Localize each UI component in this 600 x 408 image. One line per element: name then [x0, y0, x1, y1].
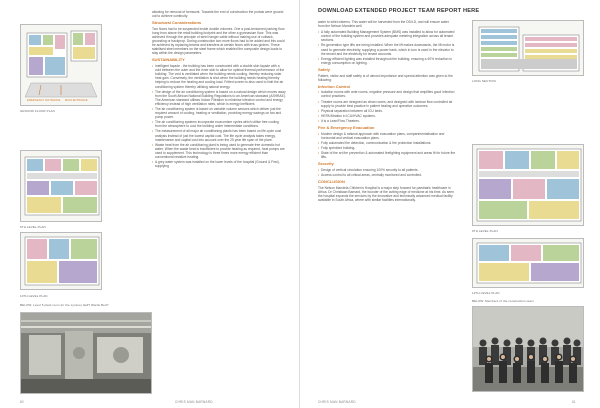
left-page-number: 60 [20, 400, 24, 404]
structural-paragraph: Two floors had to be suspended inside double volumes. One a post-tensioned parking floor hung from above the retail building footprint and the other a gymnasium floor. This was achieved through the principle of steel hanger cable without making use of cutback, grounding or backprop. During construction two more floors had to be added and this could be achieved by replacing beams and transfers at certain floors with truss girders. These stabilised steel members on the steel frame which enabled the composite design loads to stay within the design parameters. [152, 26, 285, 56]
tenth-level-plan-figure [20, 232, 102, 290]
sustainability-heading: SUSTAINABILITY [152, 57, 185, 63]
team-photo-drawing [473, 307, 584, 392]
list-item: • Fully automated fire detection, communication & fire protection installations. [318, 141, 456, 145]
long-section-figure [472, 20, 584, 76]
list-item: • A fully automated Building Management System (BMS) was installed to allow for automated control of the building system and provides adequate metering integration across all tenant sections. [318, 30, 456, 42]
structural-heading: Structural Considerations [152, 20, 202, 26]
ninth-level-caption: 9TH LEVEL PLAN [472, 229, 498, 233]
list-item: • Physical separation between all ICU beds. [318, 109, 456, 113]
list-item: • Fully sprinkled building. [318, 146, 456, 150]
list-item: • Re-generation type lifts are being installed. When the lift makes downwards, the lift motor is used to generate electricity, supplying a power bank, which in turn is used in the elevator to the tenant and the electricity for tenant accounts. [318, 43, 456, 55]
list-item: • The air conditioning systems incorporate economiser cycles which utilise free cooling from the atmosphere to cool the building under intermediate conditions. [152, 120, 286, 128]
plant-room-photo [20, 312, 152, 394]
left-intro-paragraph: allowing for removal of formwork. Towards the end of construction the portals were ground out to achieve continuity. [152, 10, 284, 19]
list-item: • The air conditioning system is based on variable volume sensors which deliver just the required amount of cooling, heating or ventilation, providing energy savings on fan and pump power. [152, 107, 286, 119]
right-running-footer: CHRIS MAN BARNARD [318, 400, 356, 404]
list-item: • Waste heat from the air conditioning plant is being used to generate free domestic hot water. When the waste heat is insufficient to provide heating as required, heat pumps are used to supplement. This technology is three times more energy efficient than conventional resistive heating. [152, 143, 286, 159]
fire-list [318, 132, 456, 160]
list-item: • State of the art fire prevention & automated firefighting equipment and areas fit for future fire lifts. [318, 151, 456, 159]
list-item: • Intelligent façade - the building has been constructed with a double skin façade with a void between the outer and the inner skin to allow for optimal thermal performance of the building. The void is ventilated when the building needs cooling, thereby reducing solar heat gain. Conversely, the ventilation is shut when the building needs heating thereby helping to reduce the heating and cooling load. Fritted screen is also used to limit the air conditioning system thereby utilising natural energy. [152, 64, 286, 89]
ninth-level-plan-drawing [473, 145, 584, 226]
security-list [318, 168, 456, 177]
team-caption: BELOW: Members of the construction team [472, 299, 534, 303]
systems-list [318, 30, 456, 65]
infection-control-heading: Infection Control [318, 83, 350, 89]
ground-floor-plan-drawing [21, 25, 102, 106]
left-running-footer: CHRIS MAN BARNARD [175, 400, 213, 404]
download-report-link[interactable]: DOWNLOAD EXTENDED PROJECT TEAM REPORT HERE [318, 8, 480, 14]
fifth-level-plan-figure [20, 150, 102, 222]
right-intro-paragraph: water to toilet cisterns. This water will be harvested from the DD/LD, and will ensure water from the Nelson Mandela well. [318, 20, 449, 29]
right-page [300, 0, 600, 408]
conclusion-heading: CONCLUSION [318, 178, 345, 184]
list-item: • A grey water system was installed on the lower levels of the hospital (Ground & First), supplying [152, 160, 286, 168]
list-item: • The measurement of all major air conditioning plants has been based on life cycle cost analysis instead of just the lowest capital cost. The life cycle analysis takes energy, maintenance and capital cost into account over the 25 year life span of the plant. [152, 129, 286, 141]
list-item: • Design of vertical circulation ensuring 100% security to all patients. [318, 168, 456, 172]
safety-heading: Safety [318, 66, 331, 72]
ground-floor-caption: GROUND FLOOR PLAN [20, 109, 55, 113]
list-item: • Isolation rooms with ante rooms, negative pressure and design that amplifies good infection control practices. [318, 90, 456, 98]
list-item: • Theatre rooms are designed as clean rooms, and designed with laminar flow controlled air supply to provide best practice in patient healing and operative outcomes. [318, 100, 456, 108]
emergency-entrance-label: EMERGENCY ENTRANCE [27, 99, 61, 102]
twelfth-level-plan-drawing [473, 239, 584, 288]
safety-paragraph: Patient, visitor and staff safety is of utmost importance and special attention was given to the following: [318, 73, 453, 82]
ninth-level-plan-figure [472, 144, 584, 226]
long-section-caption: LONG SECTION [472, 79, 496, 83]
long-section-drawing [473, 21, 584, 76]
list-item: • It is a Lean/Flow Theatres. [318, 119, 456, 123]
twelfth-level-caption: 12TH LEVEL PLAN [472, 291, 500, 295]
left-text-column [152, 10, 286, 169]
ground-floor-plan-figure [20, 24, 102, 106]
right-text-column [318, 20, 456, 204]
twelfth-level-plan-figure [472, 238, 584, 288]
sustainability-list [152, 64, 286, 168]
fifth-level-plan-drawing [21, 151, 102, 222]
plant-room-caption: BELOW: Level 5 plant room for the Lymmet Hall? Wards Bed? [20, 303, 109, 307]
conclusion-paragraph: The Nelson Mandela Children's Hospital is a major step forward for paediatric healthcare in Africa. Dr Christiaan Barnard, the founder of the cutting edge of medicine at his time. As seen the hospital expands the services by the innovative and technically advanced medical facility available in South Africa, where with similar facilities internationally. [318, 185, 454, 202]
fifth-level-caption: 5TH LEVEL PLAN [20, 225, 46, 229]
main-entrance-label: MAIN ENTRANCE [65, 99, 88, 102]
infection-control-list [318, 90, 456, 123]
list-item: • HEPA filtration in ICU/HVAC systems. [318, 114, 456, 118]
list-item: • The design of the air conditioning system is based on a natural design which moves away from the South African National Building Regulations to an American standard (ASHRAE). The American standard utilises Indoor Filtration to minimise infection control and energy efficiency instead of high ventilation rates, which is energy inefficient. [152, 90, 286, 106]
security-heading: Security [318, 161, 334, 167]
tenth-level-plan-drawing [21, 233, 102, 290]
fire-heading: Fire & Emergency Evacuation [318, 124, 375, 130]
list-item: • Energy efficient lighting was installed throughout the building, ensuring a 40% reduction in energy consumption on lighting. [318, 57, 456, 65]
team-photo [472, 306, 584, 392]
list-item: • Modern design & rational approach with evacuation plans, compartmentalisation and horizontal and vertical evacuation plans. [318, 132, 456, 140]
plant-room-photo-drawing [21, 313, 152, 394]
tenth-level-caption: 10TH LEVEL PLAN [20, 294, 48, 298]
right-page-number: 61 [572, 400, 576, 404]
list-item: • Access control to all critical areas, centrally monitored and controlled. [318, 173, 456, 177]
